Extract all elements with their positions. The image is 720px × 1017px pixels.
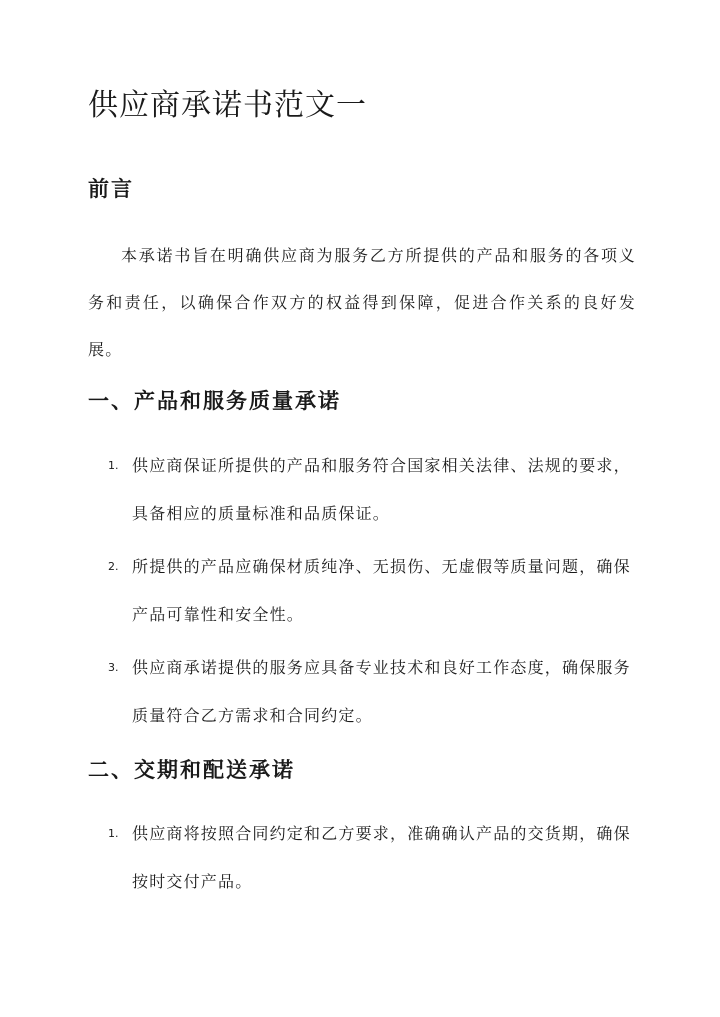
list-item xyxy=(88,644,636,740)
list-item-number: 1. xyxy=(108,459,119,472)
delivery-commitment-list xyxy=(88,810,636,911)
list-item-text: 供应商保证所提供的产品和服务符合国家相关法律、法规的要求，具备相应的质量标准和品质保证。 xyxy=(132,456,631,523)
list-item-number: 3. xyxy=(108,661,119,674)
section-heading-quality: 一、产品和服务质量承诺 xyxy=(88,389,341,413)
document-title: 供应商承诺书范文一 xyxy=(88,88,367,123)
section-heading-preface: 前言 xyxy=(88,177,134,201)
list-item-number: 2. xyxy=(108,560,119,573)
list-item xyxy=(88,543,636,639)
list-item-text: 供应商承诺提供的服务应具备专业技术和良好工作态度，确保服务质量符合乙方需求和合同约定。 xyxy=(132,658,631,725)
list-item-number: 1. xyxy=(108,827,119,840)
section-heading-delivery: 二、交期和配送承诺 xyxy=(88,758,295,782)
list-item xyxy=(88,442,636,538)
list-item-text: 所提供的产品应确保材质纯净、无损伤、无虚假等质量问题，确保产品可靠性和安全性。 xyxy=(132,557,631,624)
list-item xyxy=(88,810,636,906)
quality-commitment-list xyxy=(88,442,636,745)
preface-paragraph: 本承诺书旨在明确供应商为服务乙方所提供的产品和服务的各项义务和责任，以确保合作双方的权益得到保障，促进合作关系的良好发展。 xyxy=(88,246,636,359)
list-item-text: 供应商将按照合同约定和乙方要求，准确确认产品的交货期，确保按时交付产品。 xyxy=(132,824,631,891)
